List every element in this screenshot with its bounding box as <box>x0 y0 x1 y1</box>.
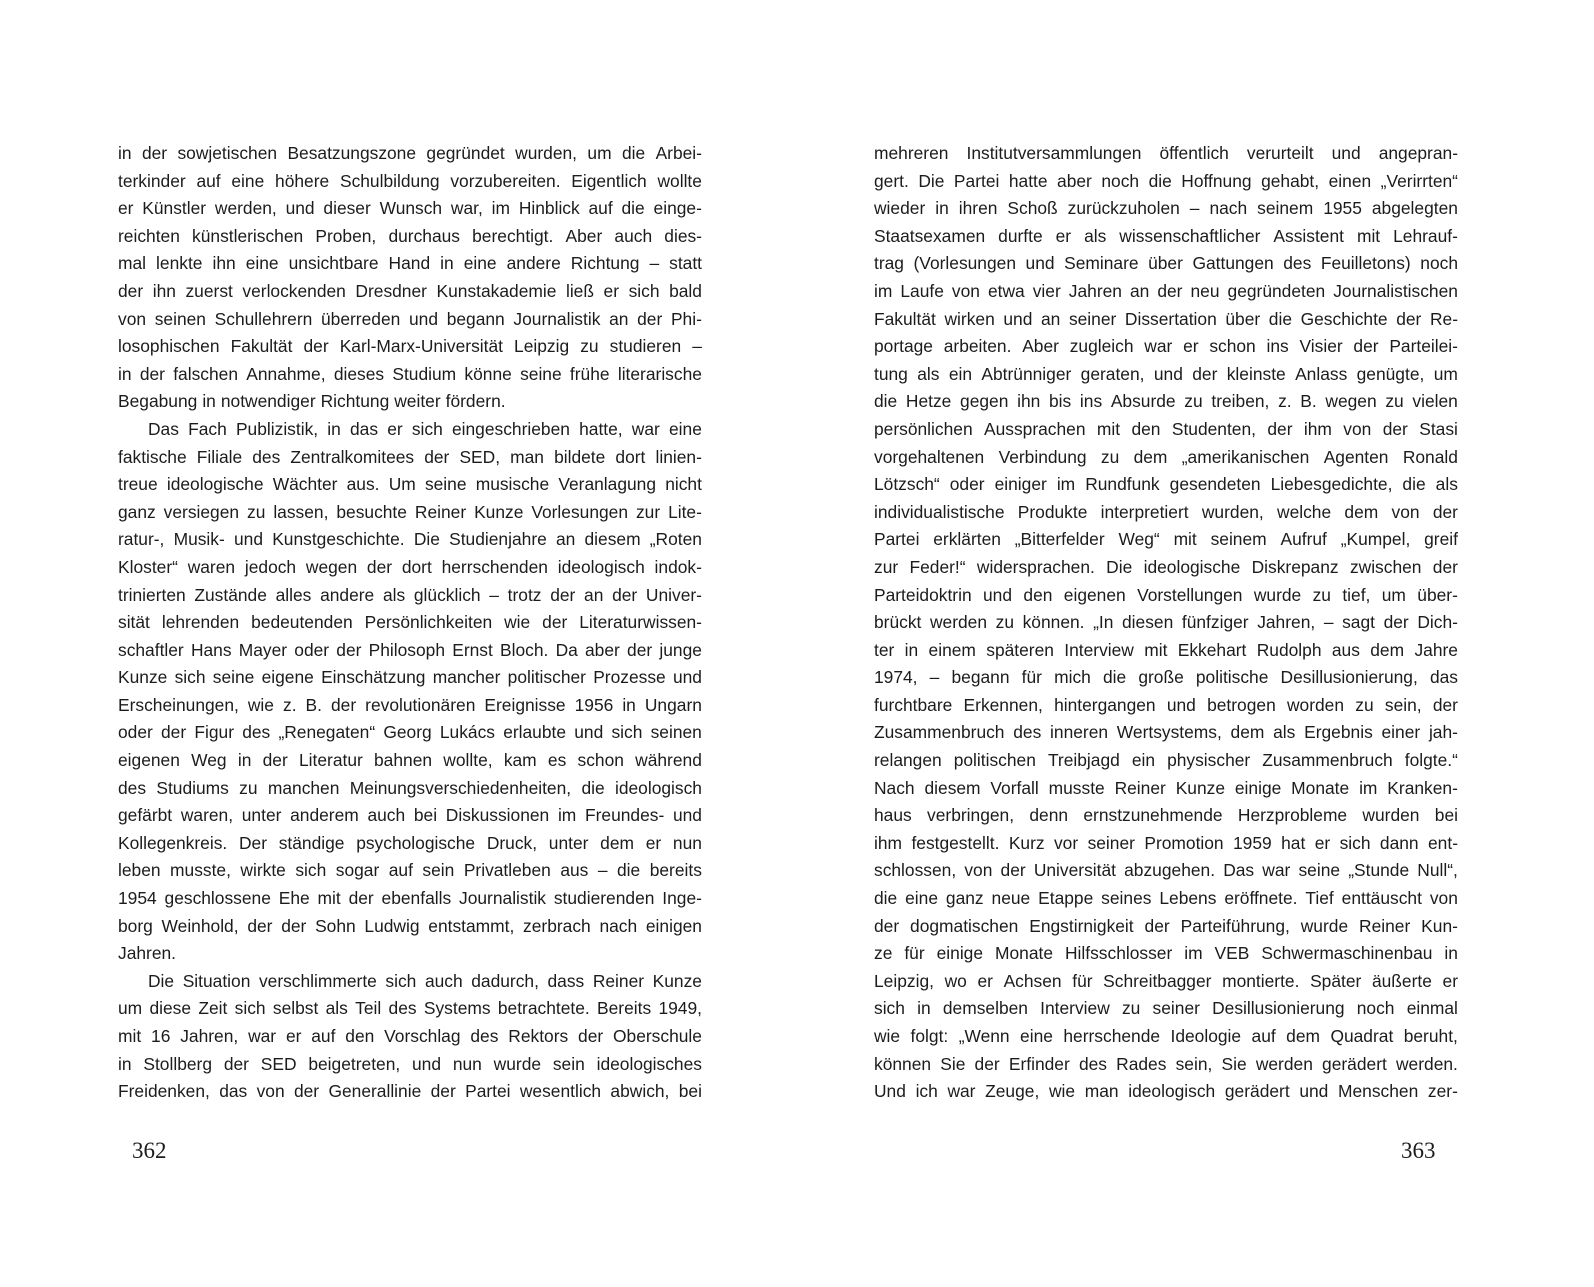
text-line: die Hetze gegen ihn bis ins Absurde zu treiben, z. B. wegen zu vielen <box>874 391 1458 412</box>
text-line: relangen politischen Treibjagd ein physischer Zusammenbruch folgte.“ <box>874 750 1458 771</box>
text-line: in der sowjetischen Besatzungszone gegründet wurden, um die Arbei- <box>118 143 702 163</box>
text-line: portage arbeiten. Aber zugleich war er schon ins Visier der Parteilei- <box>874 336 1458 357</box>
text-line: Freidenken, das von der Generallinie der Partei wesentlich abwich, bei <box>118 1081 702 1102</box>
text-line: Staatsexamen durfte er als wissenschaftlicher Assistent mit Lehrauf- <box>874 225 1458 246</box>
text-line: haus verbringen, denn ernstzunehmende Herzprobleme wurden bei <box>874 805 1458 826</box>
text-line: reichten künstlerischen Proben, durchaus berechtigt. Aber auch dies- <box>118 225 702 246</box>
right-text-column <box>874 140 1458 1106</box>
text-line: Nach diesem Vorfall musste Reiner Kunze einige Monate im Kranken- <box>874 777 1458 798</box>
text-line: Das Fach Publizistik, in das er sich eingeschrieben hatte, war eine <box>148 418 702 439</box>
text-line: mehreren Institutversammlungen öffentlich verurteilt und angepran- <box>874 143 1458 163</box>
text-line: losophischen Fakultät der Karl-Marx-Universität Leipzig zu studieren – <box>118 336 702 357</box>
text-line: trinierten Zustände alles andere als glücklich – trotz der an der Univer- <box>118 584 702 605</box>
text-line: können Sie der Erfinder des Rades sein, Sie werden gerädert werden. <box>874 1053 1458 1074</box>
text-line: faktische Filiale des Zentralkomitees der SED, man bildete dort linien- <box>118 446 702 467</box>
text-line: Partei erklärten „Bitterfelder Weg“ mit seinem Aufruf „Kumpel, greif <box>874 529 1458 550</box>
text-line: Die Situation verschlimmerte sich auch dadurch, dass Reiner Kunze <box>148 970 702 991</box>
page-number-right: 363 <box>1401 1138 1436 1163</box>
text-line: Kloster“ waren jedoch wegen der dort herrschenden ideologisch indok- <box>118 556 702 577</box>
text-line: in der falschen Annahme, dieses Studium könne seine frühe literarische <box>118 363 702 384</box>
left-text-column <box>118 140 702 1106</box>
text-line: mit 16 Jahren, war er auf den Vorschlag des Rektors der Oberschule <box>118 1026 702 1046</box>
text-line: um diese Zeit sich selbst als Teil des Systems betrachtete. Bereits 1949, <box>118 998 702 1019</box>
text-line: Zusammenbruch des inneren Wertsystems, dem als Ergebnis einer jah- <box>874 722 1458 743</box>
text-line: treue ideologische Wächter aus. Um seine musische Veranlagung nicht <box>118 474 702 495</box>
text-line: sität lehrenden bedeutenden Persönlichkeiten wie der Literaturwissen- <box>118 612 702 633</box>
text-line: tung als ein Abtrünniger geraten, und der kleinste Anlass genügte, um <box>874 363 1458 384</box>
text-line: Begabung in notwendiger Richtung weiter fördern. <box>118 391 506 412</box>
text-line: eigenen Weg in der Literatur bahnen wollte, kam es schon während <box>118 750 702 771</box>
page-number-left: 362 <box>132 1138 167 1163</box>
text-line: Kollegenkreis. Der ständige psychologische Druck, unter dem er nun <box>118 832 702 853</box>
text-line: trag (Vorlesungen und Seminare über Gattungen des Feuilletons) noch <box>874 253 1458 274</box>
text-line: borg Weinhold, der der Sohn Ludwig entstammt, zerbrach nach einigen <box>118 915 702 936</box>
text-line: im Laufe von etwa vier Jahren an der neu gegründeten Journalistischen <box>874 280 1458 301</box>
text-line: Fakultät wirken und an seiner Dissertation über die Geschichte der Re- <box>874 308 1458 329</box>
text-line: wieder in ihren Schoß zurückzuholen – nach seinem 1955 abgelegten <box>874 198 1458 219</box>
text-line: der dogmatischen Engstirnigkeit der Parteiführung, wurde Reiner Kun- <box>874 915 1458 936</box>
text-line: der ihn zuerst verlockenden Dresdner Kunstakademie ließ er sich bald <box>118 280 702 301</box>
text-line: 1974, – begann für mich die große politische Desillusionierung, das <box>874 667 1458 688</box>
text-line: wie folgt: „Wenn eine herrschende Ideologie auf dem Quadrat beruht, <box>874 1026 1458 1046</box>
text-line: gert. Die Partei hatte aber noch die Hoffnung gehabt, einen „Verirrten“ <box>874 170 1458 191</box>
text-line: mal lenkte ihn eine unsichtbare Hand in eine andere Richtung – statt <box>118 253 702 274</box>
text-line: ter in einem späteren Interview mit Ekkehart Rudolph aus dem Jahre <box>874 639 1458 660</box>
text-line: Lötzsch“ oder einiger im Rundfunk gesendeten Liebesgedichte, die als <box>874 474 1458 495</box>
text-line: schlossen, von der Universität abzugehen. Das war seine „Stunde Null“, <box>874 860 1458 881</box>
text-line: Parteidoktrin und den eigenen Vorstellungen wurde zu tief, um über- <box>874 584 1458 605</box>
right-page <box>797 0 1594 1287</box>
text-line: leben musste, wirkte sich sogar auf sein Privatleben aus – die bereits <box>118 860 702 881</box>
text-line: ratur-, Musik- und Kunstgeschichte. Die Studienjahre an diesem „Roten <box>118 529 702 550</box>
text-line: zur Feder!“ widersprachen. Die ideologische Diskrepanz zwischen der <box>874 556 1458 577</box>
text-line: ze für einige Monate Hilfsschlosser im VEB Schwermaschinenbau in <box>874 943 1458 964</box>
text-line: vorgehaltenen Verbindung zu dem „amerikanischen Agenten Ronald <box>874 446 1458 467</box>
text-line: sich in demselben Interview zu seiner Desillusionierung noch einmal <box>874 998 1458 1019</box>
text-line: in Stollberg der SED beigetreten, und nun wurde sein ideologisches <box>118 1053 702 1074</box>
text-line: oder der Figur des „Renegaten“ Georg Lukács erlaubte und sich seinen <box>118 722 702 743</box>
text-line: die eine ganz neue Etappe seines Lebens eröffnete. Tief enttäuscht von <box>874 888 1458 909</box>
text-line: des Studiums zu manchen Meinungsverschiedenheiten, die ideologisch <box>118 777 702 798</box>
text-line: ganz versiegen zu lassen, besuchte Reiner Kunze Vorlesungen zur Lite- <box>118 501 702 522</box>
text-line: Kunze sich seine eigene Einschätzung mancher politischer Prozesse und <box>118 667 702 688</box>
text-line: schaftler Hans Mayer oder der Philosoph Ernst Bloch. Da aber der junge <box>118 639 702 660</box>
text-line: von seinen Schullehrern überreden und begann Journalistik an der Phi- <box>118 308 702 329</box>
text-line: Erscheinungen, wie z. B. der revolutionären Ereignisse 1956 in Ungarn <box>118 694 702 715</box>
text-line: terkinder auf eine höhere Schulbildung vorzubereiten. Eigentlich wollte <box>118 170 702 191</box>
text-line: er Künstler werden, und dieser Wunsch war, im Hinblick auf die einge- <box>118 198 702 219</box>
text-line: Leipzig, wo er Achsen für Schreitbagger montierte. Später äußerte er <box>874 970 1458 991</box>
text-line: persönlichen Aussprachen mit den Studenten, der ihm von der Stasi <box>874 418 1458 439</box>
text-line: Und ich war Zeuge, wie man ideologisch gerädert und Menschen zer- <box>874 1081 1458 1102</box>
text-line: gefärbt waren, unter anderem auch bei Diskussionen im Freundes- und <box>118 805 702 826</box>
text-line: ihm festgestellt. Kurz vor seiner Promotion 1959 hat er sich dann ent- <box>874 832 1458 853</box>
text-line: furchtbare Erkennen, hintergangen und betrogen worden zu sein, der <box>874 694 1458 715</box>
text-line: brückt werden zu können. „In diesen fünfziger Jahren, – sagt der Dich- <box>874 612 1458 633</box>
text-line: Jahren. <box>118 943 177 964</box>
text-line: 1954 geschlossene Ehe mit der ebenfalls Journalistik studierenden Inge- <box>118 888 702 909</box>
text-line: individualistische Produkte interpretiert wurden, welche dem von der <box>874 501 1458 522</box>
